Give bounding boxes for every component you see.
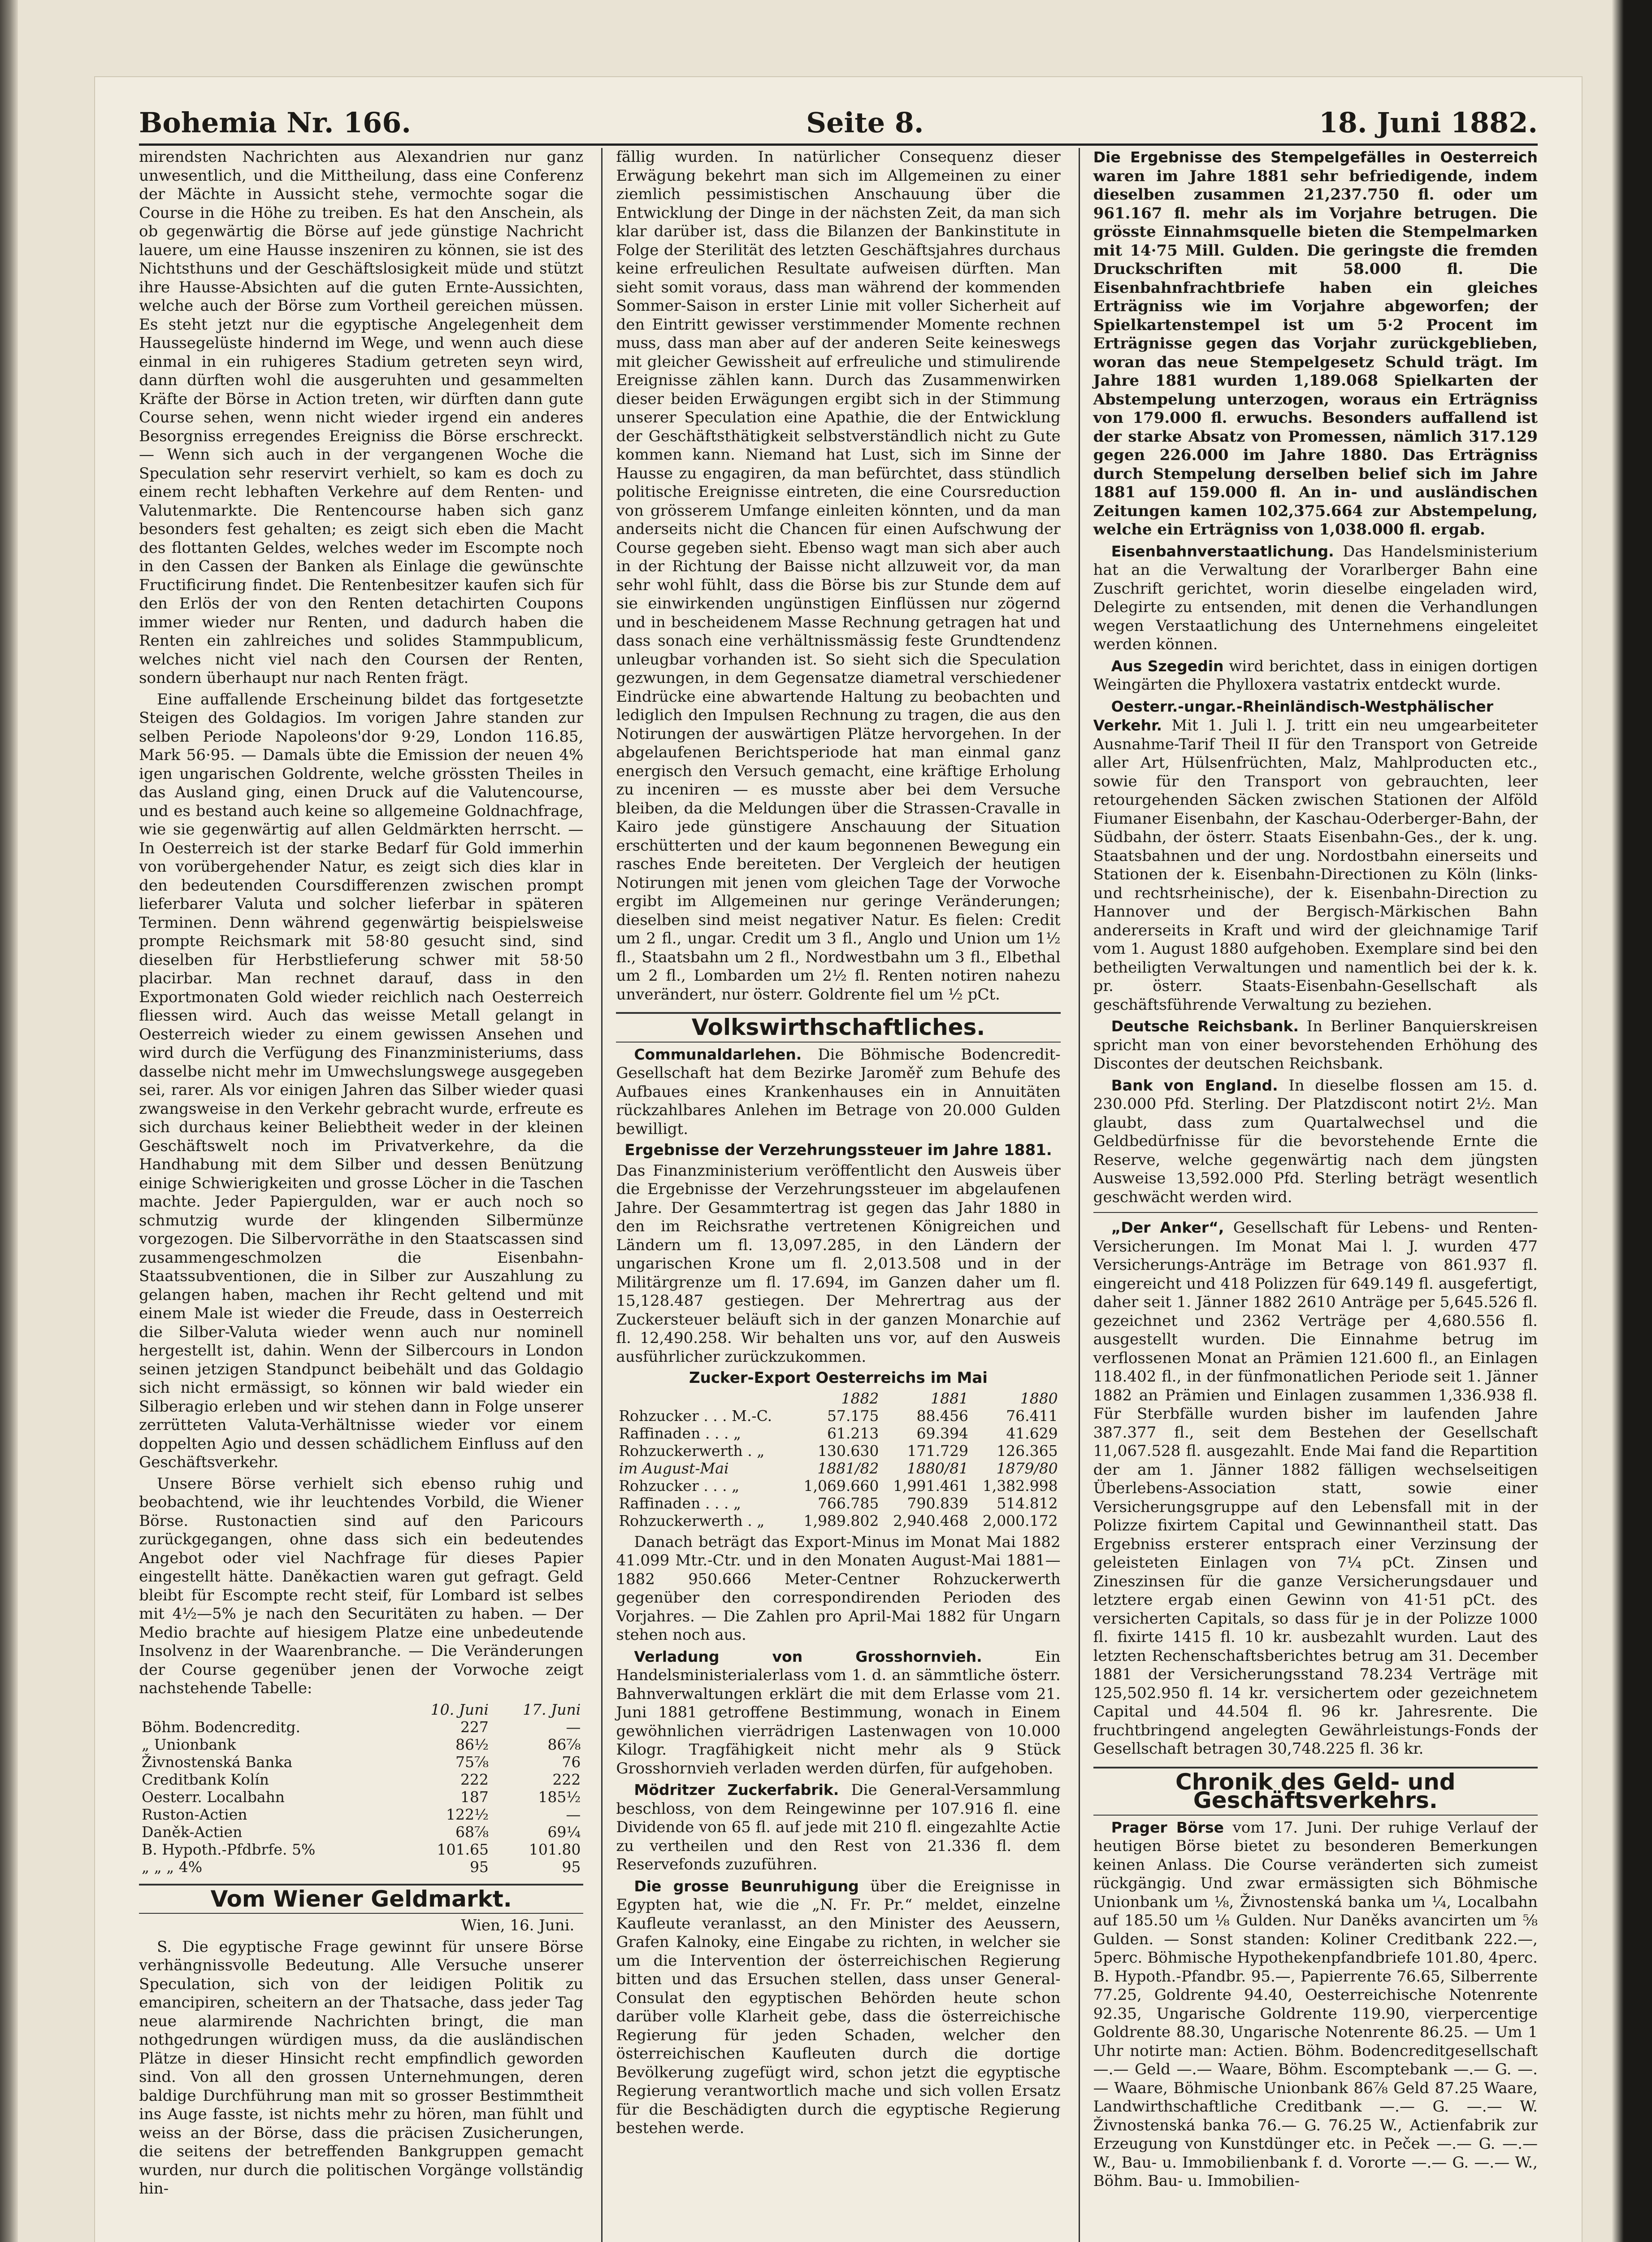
sugar-table-year: 1880 [1020,1389,1058,1407]
sugar-value: 126.365 [997,1442,1058,1460]
course-table-row [139,1771,583,1788]
sugar-value: 2,000.172 [982,1512,1058,1529]
course-value: 95 [562,1858,581,1876]
news-item-prager-boerse [1093,1818,1538,2191]
header-date: 18. Juni 1882. [1318,106,1538,139]
course-table-row [139,1841,583,1858]
course-name: B. Hypoth.-Pfdbrfe. 5% [142,1840,316,1858]
course-name: Živnostenská Banka [142,1753,293,1771]
news-keyword: Oesterr.-ungar.-Rheinländisch-Westphälischer Verkehr. [1093,697,1494,734]
newspaper-page [94,76,1583,2242]
course-value: 86⅞ [547,1735,581,1753]
section-title-volkswirthschaftliches: Volkswirthschaftliches. [616,1012,1060,1043]
sugar-table-row [616,1495,1060,1512]
course-name: Daněk-Actien [142,1823,243,1841]
news-text: Die Böhmische Bodencredit-Gesellschaft hat dem Bezirke Jaroměř zum Behufe des Aufbaues eines Krankenhauses ein in Annuitäten rückzahlbares Anlehen im Betrage von 20.000 Gulden bewilligt. [616,1045,1061,1138]
sugar-table-row [616,1442,1060,1460]
column-3 [1079,148,1538,2242]
sugar-value: 1,382.998 [982,1477,1058,1495]
news-item-szegedin [1093,657,1538,695]
course-table-row [139,1858,583,1876]
news-text: In Berliner Banquierskreisen spricht man von einer bevorstehenden Erhöhung des Discontes der deutschen Reichsbank. [1093,1017,1538,1073]
sugar-item: Rohzucker . . . M.-C. [619,1407,772,1425]
course-value: 101.80 [529,1840,581,1858]
article-paragraph: Danach beträgt das Export-Minus im Monat Mai 1882 41.099 Mtr.-Ctr. und in den Monaten August-Mai 1881—1882 950.666 Meter-Centner Rohzuckerwerth gegenüber den correspondirenden Perioden des Vorjahres. — Die Zahlen pro April-Mai 1882 für Ungarn stehen noch aus. [616,1533,1061,1644]
news-text: waren im Jahre 1881 sehr befriedigende, indem dieselben zusammen 21,237.750 fl. oder um 961.167 fl. mehr als im Vorjahre betrugen. Die grösste Einnahmsquelle bieten die Stempelmarken mit 14·75 Mill. Gulden. Die geringste die fremden Druckschriften mit 58.000 fl. Die Eisenbahnfrachtbriefe haben ein gleiches Erträgniss wie im Vorjahre abgeworfen; der Spielkartenstempel ist um 5·2 Procent im Erträgnisse gegen das Vorjahr zurückgeblieben, woran das neue Stempelgesetz Schuld trägt. Im Jahre 1881 wurden 1,189.068 Spielkarten der Abstempelung unterzogen, woraus ein Erträgniss von 179.000 fl. erwuchs. Besonders auffallend ist der starke Absatz von Promessen, nämlich 317.129 gegen 226.000 im Jahre 1880. Das Erträgniss durch Stempelung derselben belief sich im Jahre 1881 auf 159.000 fl. An in- und ausländischen Zeitungen kamen 102,375.664 zur Abstempelung, welche ein Erträgniss von 1,038.000 fl. ergab. [1093,167,1538,539]
sugar-table-year: 1882 [841,1389,879,1407]
course-value: 68⅞ [455,1823,489,1841]
sugar-value: 1881/82 [817,1459,879,1477]
sugar-value: 171.729 [907,1442,969,1460]
course-table-row [139,1788,583,1806]
course-value: — [566,1805,581,1823]
sugar-table-row [616,1407,1060,1425]
course-value: 122½ [446,1805,489,1823]
scan-edge-right [1612,0,1652,2242]
sugar-table-row [616,1460,1060,1477]
course-name: „ Unionbank [142,1735,236,1753]
news-text: In dieselbe flossen am 15. d. 230.000 Pfd. Sterling. Der Platzdiscont notirt 2½. Man glaubt, dass zum Quartalwechsel und die Geldbedürfnisse für die bevorstehende Ernte die Reserve, welche gegenwärtig nach dem jüngsten Ausweise 13,592.000 Pfd. Sterling beträgt wesentlich geschwächt werden wird. [1093,1076,1538,1206]
news-keyword: Aus Szegedin [1111,657,1224,675]
sugar-item: Raffinaden . . . „ [619,1494,741,1512]
sugar-value: 88.456 [916,1407,969,1425]
sugar-value: 69.394 [916,1424,969,1442]
course-name: Creditbank Kolín [142,1770,269,1788]
column-2 [601,148,1060,2242]
news-text: Die General-Versammlung beschloss, von dem Reingewinne per 107.916 fl. eine Dividende von 65 fl. auf jede mit 210 fl. eingezahlte Actie zu vertheilen und den Rest von 21.336 fl. dem Reservefonds zuzuführen. [616,1781,1061,1873]
sugar-table-row [616,1512,1060,1529]
sugar-item: im August-Mai [619,1459,729,1477]
course-name: Ruston-Actien [142,1805,247,1823]
divider [1093,1212,1538,1213]
sugar-item: Rohzuckerwerth . „ [619,1442,765,1460]
news-item-stempelgefaelle [1093,148,1538,539]
article-paragraph: mirendsten Nachrichten aus Alexandrien nur ganz unwesentlich, und die Mittheilung, dass eine Conferenz der Mächte in Aussicht stehe, vermochte sogar die Course in die Höhe zu treiben. Es hat den Anschein, als ob gegenwärtig die Börse auf jede günstige Nachricht lauere, um eine Hausse inszeniren zu können, sie ist des Nichtsthuns und der Geschäftslosigkeit müde und stützt ihre Hausse-Absichten auf die guten Ernte-Aussichten, welche auch der Börse zum Vortheil gereichen müssen. Es steht jetzt nur die egyptische Angelegenheit dem Haussegelüste hindernd im Wege, und wenn auch diese einmal in ein ruhigeres Stadium getreten seyn wird, dann dürften wohl die ausgeruhten und gesammelten Kräfte der Börse in Action treten, wir dürften dann gute Course sehen, wenn nicht wieder irgend ein anderes Besorgniss erregendes Ereigniss die Börse erschreckt. — Wenn sich auch in der vergangenen Woche die Speculation sehr reservirt verhielt, so kam es doch zu einem recht lebhaften Verkehre auf dem Renten- und Valutenmarkte. Die Rentencourse haben sich ganz besonders fest gehalten; es zeigt sich eben die Macht des flottanten Geldes, welches weder im Escompte noch in den Cassen der Banken als Einlage die gewünschte Fructificirung findet. Die Rentenbesitzer kaufen sich für den Erlös der von den Renten detachirten Coupons immer wieder nur Renten, und dadurch haben die Renten ein zahlreiches und solides Stammpublicum, welches nicht viel nach den Coursen der Renten, sondern überhaupt nur nach Renten frägt. [139,148,584,687]
course-value: 185½ [538,1788,581,1806]
columns [139,148,1538,2242]
sugar-value: 130.630 [817,1442,879,1460]
news-keyword: Prager Börse [1111,1818,1224,1836]
sugar-value: 1879/80 [996,1459,1058,1477]
news-text: Das Handelsministerium hat an die Verwaltung der Vorarlberger Bahn eine Zuschrift gerichtet, worin dieselbe eingeladen wird, Delegirte zu entsenden, mit denen die Verhandlungen wegen Verstaatlichung des Unternehmens eingeleitet werden können. [1093,542,1538,653]
sugar-value: 1,069.660 [803,1477,879,1495]
sugar-value: 57.175 [827,1407,879,1425]
news-keyword: Mödritzer Zuckerfabrik. [634,1781,839,1799]
course-table [139,1701,583,1876]
news-text: Mit 1. Juli l. J. tritt ein neu umgearbeiteter Ausnahme-Tarif Theil II für den Transport von Getreide aller Art, Hülsenfrüchten, Malz, Mahlproducten etc., sowie für den Transport von gebrauchten, leer retourgehenden Säcken zwischen Stationen der Alföld Fiumaner Eisenbahn, der Kaschau-Oderberger-Bahn, der Südbahn, der österr. Staats Eisenbahn-Ges., der k. ung. Staatsbahnen und der ung. Nordostbahn einerseits und Stationen der k. Eisenbahn-Directionen zu Köln (links- und rechtsrheinische), der k. Eisenbahn-Direction zu Hannover und der Bergisch-Märkischen Bahn andererseits in Kraft und wird der gleichnamige Tarif vom 1. August 1880 aufgehoben. Exemplare sind bei den betheiligten Verwaltungen und namentlich bei der k. k. pr. österr. Staats-Eisenbahn-Gesellschaft als geschäftsführende Verwaltung zu beziehen. [1093,717,1538,1014]
course-table-row [139,1806,583,1823]
column-1 [139,148,583,2242]
sugar-value: 1,989.802 [803,1512,879,1529]
course-table-header-2: 17. Juni [523,1700,581,1718]
news-keyword: „Der Anker“, [1111,1219,1224,1236]
dateline: Wien, 16. Juni. [461,1916,575,1934]
article-paragraph: Das Finanzministerium veröffentlicht den Ausweis über die Ergebnisse der Verzehrungssteuer im abgelaufenen Jahre. Der Gesammtertrag ist gegen das Jahr 1880 in den im Reichsrathe vertretenen Königreichen und Ländern um fl. 13,097.285, in den Ländern der ungarischen Krone um fl. 2,013.508 und in der Militärgrenze um fl. 17.694, im Ganzen daher um fl. 15,128.487 gestiegen. Der Mehrertrag aus der Zuckersteuer beläuft sich in der ganzen Monarchie auf fl. 12,490.258. Wir behalten uns vor, auf den Ausweis ausführlicher zurückzukommen. [616,1161,1061,1366]
news-keyword: Verladung von Grosshornvieh. [634,1647,982,1665]
news-item-anker [1093,1218,1538,1759]
course-value: 101.65 [437,1840,489,1858]
article-paragraph: Eine auffallende Erscheinung bildet das fortgesetzte Steigen des Goldagios. Im vorigen Jahre standen zur selben Periode Napoleons'dor 9·29, London 116.85, Mark 56·95. — Damals übte die Emission der neuen 4% igen ungarischen Goldrente, welche grössten Theiles in das Ausland ging, einen Druck auf die Valutencourse, und es bestand auch keine so allgemeine Goldnachfrage, wie sie gegenwärtig auf allen Geldmärkten herrscht. — In Oesterreich ist der starke Bedarf für Gold immerhin von vorübergehender Natur, es zeigt sich dies klar in den bedeutenden Coursdifferenzen zwischen prompt lieferbarer Valuta und solcher lieferbar in späteren Terminen. Denn während gegenwärtig beispielsweise prompte Reichsmark mit 58·80 gesucht sind, sind dieselben für Herbstlieferung schwer mit 58·50 placirbar. Man rechnet darauf, dass in den Exportmonaten Gold wieder reichlich nach Oesterreich fliessen wird. Auch das weisse Metall gelangt in Oesterreich wieder zu einem gewissen Ansehen und wird durch die Verfügung des Finanzministeriums, dass dasselbe nicht mehr im Umwechslungswege ausgegeben sei, rarer. Als vor einigen Jahren das Silber wieder quasi zwangsweise in den Verkehr gebracht wurde, erfreute es sich durchaus keiner Beliebtheit weder in der kleinen Geschäftswelt noch im Privatverkehre, da die Handhabung mit dem Silber und dessen Benützung einige Schwierigkeiten und grosse Löcher in die Taschen machte. Jeder Papiergulden, war er auch noch so schmutzig wurde der klingenden Silbermünze vorgezogen. Die Silbervorräthe in den Staatscassen sind zusammengeschmolzen die Eisenbahn-Staatssubventionen, die in Silber zur Auszahlung zu gelangen haben, machen ihr Recht geltend und mit einem Male ist wieder die Freude, dass in Oesterreich die Silber-Valuta wieder wenn auch nur nominell hergestellt ist, dahin. Wenn der Silbercours in London seinen jetzigen Standpunct beibehält und das Goldagio sich nicht ermässigt, so können wir bald wieder ein Silberagio erleben und wir stehen dann in Folge unserer zerrütteten Valuta-Verhältnisse wieder vor einem doppelten Agio und dessen schädlichem Einfluss auf den Geschäftsverkehr. [139,690,584,1471]
news-item-reichsbank [1093,1017,1538,1073]
news-item-rheinlaendisch [1093,697,1538,1015]
course-name: Böhm. Bodencreditg. [142,1718,301,1736]
sugar-table-row [616,1477,1060,1495]
course-value: 69¼ [547,1823,581,1841]
course-name: „ „ „ 4% [142,1858,203,1876]
sugar-value: 790.839 [907,1494,969,1512]
news-text: Ein Handelsministerialerlass vom 1. d. an sämmtliche österr. Bahnverwaltungen erklärt die mit dem Erlasse vom 21. Juni 1881 getroffene Bestimmung, wonach in Einem gewöhnlichen vierrädrigen Lastenwagen von 10.000 Kilogr. Tragfähigkeit nicht mehr als 9 Stück Grosshornvieh verladen werden dürfen, für aufgehoben. [616,1647,1061,1777]
sugar-value: 514.812 [997,1494,1058,1512]
sugar-value: 61.213 [827,1424,879,1442]
header-paper-issue: Bohemia Nr. 166. [139,106,412,139]
course-table-header-1: 10. Juni [430,1700,489,1718]
course-value: 227 [460,1718,489,1736]
course-value: 75⅞ [455,1753,489,1771]
news-item-eisenbahn [1093,542,1538,654]
news-text: wird berichtet, dass in einigen dortigen Weingärten die Phylloxera vastatrix entdeckt wurde. [1093,657,1538,694]
news-keyword: Die grosse Beunruhigung [634,1877,859,1895]
news-text: vom 17. Juni. Der ruhige Verlauf der heutigen Börse bietet zu besonderen Bemerkungen keinen Anlass. Die Course veränderten sich zumeist rückgängig. Und zwar ermässigten sich Böhmische Unionbank um ⅛, Živnostenská banka um ¼, Localbahn auf 185.50 um ⅛ Gulden. Nur Daněks avancirten um ⅝ Gulden. — Sonst standen: Koliner Creditbank 222.—, 5perc. Böhmische Hypothekenpfandbriefe 101.80, 4perc. B. Hypoth.-Pfandbr. 95.—, Papierrente 76.65, Silberrente 77.25, Goldrente 94.40, Oesterreichische Notenrente 92.35, Ungarische Goldrente 119.90, vierpercentige Goldrente 88.30, Ungarische Notenrente 86.25. — Um 1 Uhr notirte man: Actien. Böhm. Bodencreditgesellschaft —.— Geld —.— Waare, Böhm. Escomptebank —.— G. —.— Waare, Böhmische Unionbank 86⅞ Geld 87.25 Waare, Landwirthschaftliche Creditbank —.— G. —.— W. Živnostenská banka 76.— G. 76.25 W., Actienfabrik zur Erzeugung von Kunstdünger etc. in Peček —.— G. —.— W., Bau- u. Immobilienbank f. d. Vororte —.— G. —.— W., Böhm. Bau- u. Immobilien- [1093,1818,1538,2190]
course-table-row [139,1823,583,1841]
course-value: 86½ [455,1735,489,1753]
news-item-grosshornvieh [616,1647,1060,1778]
scan-edge-left [0,0,18,2242]
news-keyword: Communaldarlehen. [634,1045,802,1063]
course-value: 187 [460,1788,489,1806]
news-keyword: Bank von England. [1111,1076,1278,1094]
news-keyword: Die Ergebnisse des Stempelgefälles in Oesterreich [1093,148,1538,166]
news-text: über die Ereignisse in Egypten hat, wie die „N. Fr. Pr.“ meldet, einzelne Kaufleute veranlasst, an den Minister des Aeussern, Grafen Kalnoky, eine Eingabe zu richten, in welcher sie um die Intervention der österreichischen Regierung bitten und das Ersuchen stellen, dass unser General-Consulat den egyptischen Behörden heute schon darüber volle Klarheit gebe, dass die österreichische Regierung für jeden Schaden, welcher den österreichischen Kaufleuten durch die dortige Bevölkerung zugefügt wird, schon jetzt die egyptische Regierung verantwortlich mache und sich vollen Ersatz für die Beschädigten durch die egyptische Regierung bestehen werde. [616,1877,1061,2137]
news-item-bank-of-england [1093,1076,1538,1207]
page-header [139,85,1538,146]
course-table-row [139,1718,583,1736]
sugar-item: Raffinaden . . . „ [619,1424,741,1442]
section-title-chronik: Chronik des Geld- und Geschäftsverkehrs. [1093,1767,1538,1816]
sugar-item: Rohzuckerwerth . „ [619,1512,765,1529]
news-item-communaldarlehen [616,1045,1060,1139]
course-value: 222 [460,1770,489,1788]
article-paragraph: fällig wurden. In natürlicher Consequenz dieser Erwägung bekehrt man sich im Allgemeinen zu einer ziemlich pessimistischen Anschauung über die Entwicklung der Dinge in der nächsten Zeit, da man sich klar darüber ist, dass die Bilanzen der Bankinstitute in Folge der Sterilität des letzten Geschäftsjahres durchaus keine erfreulichen Resultate aufweisen dürften. Man sieht somit voraus, dass man während der kommenden Sommer-Saison in erster Linie mit voller Sicherheit auf den Eintritt gewisser verstimmender Momente rechnen muss, dass man aber auf der anderen Seite keineswegs mit gleicher Gewissheit auf erfreuliche und stimulirende Ereignisse zählen kann. Durch das Zusammenwirken dieser beiden Erwägungen ergibt sich in der Stimmung unserer Speculation eine Apathie, die der Entwicklung der Geschäftsthätigkeit selbstverständlich nicht zu Gute kommen kann. Niemand hat Lust, sich im Sinne der Hausse zu engagiren, da man befürchtet, dass stündlich politische Ereignisse eintreten, die eine Coursreduction von grösserem Umfange einleiten könnten, und da man anderseits nicht die Chancen für einen Aufschwung der Course gegeben sieht. Ebenso wagt man sich aber auch in der Richtung der Baisse nicht allzuweit vor, da man sehr wohl fühlt, dass die Börse bis zur Stunde dem auf sie einwirkenden ungünstigen Einflüssen nur zögernd und in bescheidenem Masse Rechnung getragen hat und dass sonach eine verhältnissmässig feste Grundtendenz unleugbar vorhanden ist. So sieht sich die Speculation gezwungen, in dem Gegensatze diametral verschiedener Eindrücke eine abwartende Haltung zu beobachten und lediglich den Impulsen Rechnung zu tragen, die aus den Notirungen der auswärtigen Plätze hervorgehen. In der abgelaufenen Berichtsperiode hat man einmal ganz energisch den Versuch gemacht, eine kräftige Erholung zu inceniren — es musste aber bei dem Versuche bleiben, da die Meldungen über die Strassen-Cravalle in Kairo jede günstigere Anschauung der Situation erschütterten und der kaum begonnenen Bewegung ein rasches Ende bereiteten. Der Vergleich der heutigen Notirungen mit jenen vom gleichen Tage der Vorwoche ergibt im Allgemeinen nur geringe Veränderungen; dieselben sind meist negativer Natur. Es fielen: Credit um 2 fl., ungar. Credit um 3 fl., Anglo und Union um 1½ fl., Staatsbahn um 2 fl., Nordwestbahn um 3 fl., Elbethal um 2 fl., Lombarden um 2½ fl. Renten notiren nahezu unverändert, nur österr. Goldrente fiel um ½ pCt. [616,148,1061,1004]
section-title-wiener-geldmarkt: Vom Wiener Geldmarkt. [139,1884,583,1914]
news-text: Gesellschaft für Lebens- und Renten-Versicherungen. Im Monat Mai l. J. wurden 477 Versicherungs-Anträge im Betrage von 861.937 fl. eingereicht und 418 Polizzen für 649.149 fl. ausgefertigt, daher seit 1. Jänner 1882 2610 Anträge per 5,645.526 fl. gezeichnet und 2362 Verträge per 4,680.556 fl. ausgestellt wurden. Die Einnahme betrug im verflossenen Monat an Prämien 121.600 fl., an Einlagen 118.402 fl., in der fünfmonatlichen Periode seit 1. Jänner 1882 an Prämien und Einlagen zusammen 1,336.938 fl. Für Sterbfälle wurden bisher im laufenden Jahre 387.377 fl., seit dem Bestehen der Gesellschaft 11,067.528 fl. ausgezahlt. Ende Mai fand die Repartition der am 1. Jänner 1882 fälligen wechselseitigen Überlebens-Association statt, sowie einer Versicherungsgruppe auf den Lebensfall mit in der Polizze fixirtem Capital und Gewinnantheil statt. Das Ergebniss ersterer entsprach einer Verzinsung der geleisteten Einlagen von 7¼ pCt. Zinsen und Zineszinsen für die ganze Versicherungsdauer und letztere ergab einen Gewinn von 41·51 pCt. des versicherten Capitals, so dass für je in der Polizze 1000 fl. fixirte 1415 fl. 10 kr. ausbezahlt wurden. Laut des letzten Rechenschaftsberichtes betrug am 31. December 1881 der Versicherungsstand 78.234 Verträge mit 125,502.950 fl. 14 kr. versichertem oder gezeichnetem Capital und 44.504 fl. 96 kr. Jahresrente. Die fruchtbringend angelegten Gewährleistungs-Fonds der Gesellschaft betragen 30,748.225 fl. 36 kr. [1093,1219,1538,1758]
sugar-value: 1880/81 [906,1459,969,1477]
news-keyword: Eisenbahnverstaatlichung. [1111,542,1334,560]
article-paragraph: S. Die egyptische Frage gewinnt für unsere Börse verhängnissvolle Bedeutung. Alle Versuche unserer Speculation, sich von der leidigen Politik zu emancipiren, scheitern an der Thatsache, dass jeder Tag neue alarmirende Nachrichten bringt, die man nothgedrungen würdigen muss, da die ausländischen Plätze in dieser Hinsicht recht empfindlich geworden sind. Von all den grossen Unternehmungen, deren baldige Durchführung man mit so grosser Bestimmtheit ins Auge fasste, ist nichts mehr zu hören, man fühlt und weiss an der Börse, dass die präcisen Zusicherungen, die seitens der betreffenden Bankgruppen gemacht wurden, nur durch die politischen Vorgänge vollständig hin- [139,1938,584,2198]
course-value: 76 [562,1753,581,1771]
sugar-value: 76.411 [1006,1407,1058,1425]
sugar-table-year: 1881 [931,1389,969,1407]
sugar-value: 1,991.461 [893,1477,969,1495]
sugar-table-row [616,1425,1060,1442]
sugar-value: 766.785 [817,1494,879,1512]
course-value: — [566,1718,581,1736]
article-paragraph: Unsere Börse verhielt sich ebenso ruhig und beobachtend, wie ihr leuchtendes Vorbild, die Wiener Börse. Rustonactien sind auf den Paricours zurückgegangen, ohne dass sich ein bedeutendes Angebot oder viel Nachfrage für dieses Papier eingestellt hätte. Daněkactien waren gut gefragt. Geld bleibt für Escompte recht steif, für Lombard ist selbes mit 4½—5% je nach den Securitäten zu haben. — Der Medio brachte auf hiesigem Platze eine unbedeutende Insolvenz in der Waarenbranche. — Die Veränderungen der Course gegenüber jenen der Vorwoche zeigt nachstehende Tabelle: [139,1474,584,1697]
news-item-beunruhigung [616,1877,1060,2138]
news-item-moedritz [616,1781,1060,1874]
course-name: Oesterr. Localbahn [142,1788,285,1806]
news-keyword: Deutsche Reichsbank. [1111,1017,1299,1035]
course-table-row [139,1753,583,1771]
sugar-item: Rohzucker . . . „ [619,1477,740,1495]
sugar-value: 41.629 [1006,1424,1058,1442]
course-value: 222 [552,1770,581,1788]
sugar-value: 2,940.468 [893,1512,969,1529]
course-table-row [139,1736,583,1753]
header-page-number: Seite 8. [806,106,924,139]
sugar-export-table [616,1390,1060,1529]
subheading-zucker-export: Zucker-Export Oesterreichs im Mai [689,1369,988,1387]
subheading-verzehrungssteuer: Ergebnisse der Verzehrungssteuer im Jahre 1881. [624,1141,1052,1159]
course-value: 95 [469,1858,489,1876]
